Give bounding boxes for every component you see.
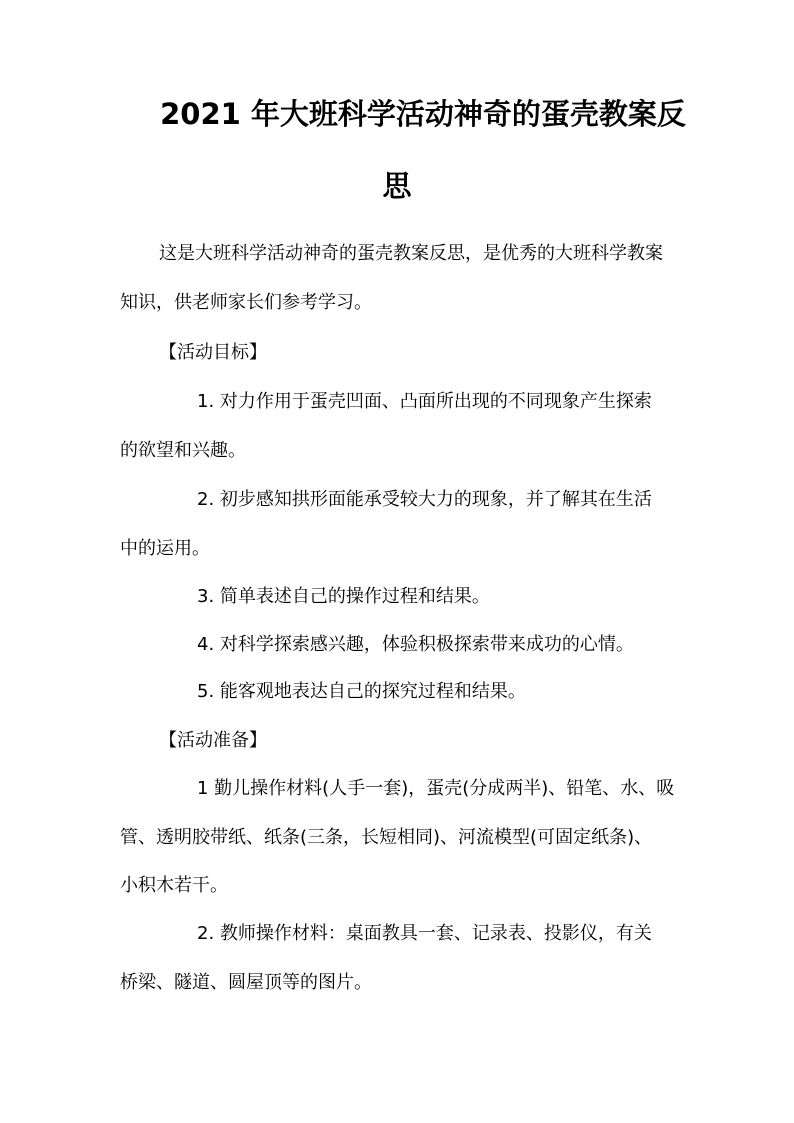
goal-2-line-1: 2. 初步感知拱形面能承受较大力的现象，并了解其在生活 <box>197 489 652 510</box>
goal-2-line-2: 中的运用。 <box>120 538 210 559</box>
prep-1-line-1: 1 勤儿操作材料(人手一套)，蛋壳(分成两半)、铅笔、水、吸 <box>197 778 675 799</box>
section-heading-goals: 【活动目标】 <box>159 342 267 363</box>
goal-1-line-2: 的欲望和兴趣。 <box>120 440 246 461</box>
document-title-line-2: 思 <box>382 169 412 203</box>
goal-1-line-1: 1. 对力作用于蛋壳凹面、凸面所出现的不同现象产生探索 <box>197 391 652 412</box>
intro-paragraph-line-1: 这是大班科学活动神奇的蛋壳教案反思，是优秀的大班科学教案 <box>159 243 663 264</box>
document-title-line-1: 2021 年大班科学活动神奇的蛋壳教案反 <box>160 97 686 131</box>
intro-paragraph-line-2: 知识，供老师家长们参考学习。 <box>120 292 372 313</box>
prep-2-line-1: 2. 教师操作材料：桌面教具一套、记录表、投影仪，有关 <box>197 923 652 944</box>
section-heading-prep: 【活动准备】 <box>159 730 267 751</box>
prep-2-line-2: 桥梁、隧道、圆屋顶等的图片。 <box>120 972 372 993</box>
prep-1-line-2: 管、透明胶带纸、纸条(三条，长短相同)、河流模型(可固定纸条)、 <box>120 827 653 848</box>
prep-1-line-3: 小积木若干。 <box>120 875 228 896</box>
goal-5: 5. 能客观地表达自己的探究过程和结果。 <box>197 681 526 702</box>
goal-4: 4. 对科学探索感兴趣，体验积极探索带来成功的心情。 <box>197 634 634 655</box>
goal-3: 3. 简单表述自己的操作过程和结果。 <box>197 586 490 607</box>
